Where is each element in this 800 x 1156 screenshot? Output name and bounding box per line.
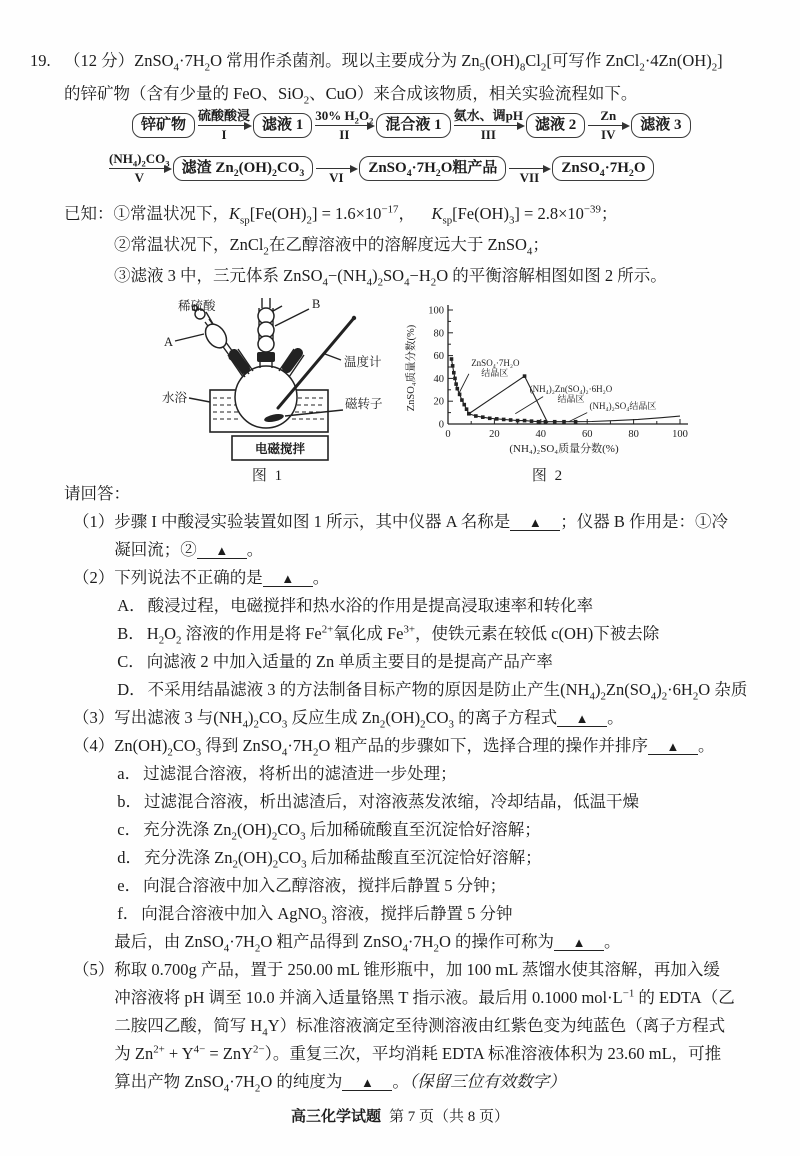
flow-arrow-step6: VI — [313, 151, 359, 186]
q4-item-b: b． 过滤混合溶液，析出滤渣后，对溶液蒸发浓缩，冷却结晶，低温干燥 — [117, 792, 639, 811]
known-info — [64, 198, 780, 291]
footer-exam-title: 高三化学试题 — [290, 1109, 381, 1125]
flow-arrow-step2: 30% $H_2O_2$ II — [315, 108, 374, 142]
svg-text:20: 20 — [433, 396, 444, 408]
footer-page-number: 第 7 页（共 8 页） — [389, 1109, 510, 1125]
q5-line-2: 冲溶液将 pH 调至 10.0 并滴入适量铬黑 T 指示液。最后用 0.1000 $mol\cdot L^{-1}$ 的 EDTA（乙 — [114, 987, 735, 1007]
leader-line — [275, 309, 309, 326]
arrow-line — [109, 168, 170, 169]
q4-final-line: 最后，由 $ZnSO_4\cdot 7H_2O$ 粗产品得到 $ZnSO_4\cdot 7H_2O$ 的操作可称为 ▲ 。 — [114, 932, 621, 955]
sub-question-1 — [73, 508, 784, 564]
ground-joint-center — [257, 352, 275, 362]
intro-line-2: 的锌矿物（含有少量的 FeO、SiO$_2$、CuO）来合成该物质，相关实验流程如下。 — [64, 84, 638, 107]
sub-question-5 — [73, 956, 784, 1096]
flow-box-zinc-ore: 锌矿物 — [132, 113, 195, 137]
q4-item-e: e． 向混合溶液中加入乙醇溶液，搅拌后静置 5 分钟； — [117, 876, 507, 895]
svg-text:80: 80 — [628, 429, 639, 440]
apparatus-a-label: A — [164, 335, 174, 349]
known-line-2: ②常温状况下，ZnCl$_2$在乙醇溶液中的溶解度远大于 ZnSO$_4$； — [114, 235, 549, 258]
figures-row — [148, 294, 694, 485]
figure-1-caption: 图 1 — [251, 468, 285, 484]
q5-line-3: 二胺四乙酸，简写 $H_4Y$）标准溶液滴定至待测溶液由红紫色变为纯蓝色（离子方程式 — [114, 1016, 726, 1039]
svg-text:(NH₄)₂SO₄结晶区: (NH₄)₂SO₄结晶区 — [589, 401, 657, 412]
arrow-line — [588, 125, 628, 126]
q3-text: 写出滤液 3 与$(NH_4)_2CO_3$ 反应生成 $Zn_2(OH)_2CO_3$ 的离子方程式 ▲ 。 — [114, 708, 624, 731]
leader-line — [325, 354, 341, 360]
sub-question-4-label: （4） — [73, 736, 115, 755]
flow-arrow-step4: Zn IV — [585, 108, 631, 143]
dilute-acid-label: 稀硫酸 — [178, 299, 216, 313]
svg-text:40: 40 — [433, 373, 444, 385]
flow-box-filtrate-2: 滤液 2 — [526, 113, 585, 137]
q2-option-c: C． 向滤液 2 中加入适量的 Zn 单质主要目的是提高产品产率 — [117, 652, 553, 671]
svg-text:80: 80 — [433, 328, 444, 340]
q2-option-b: B． $H_2O_2$ 溶液的作用是将 $Fe^{2+}$氧化成 $Fe^{3+}$，使铁元素在较低 c(OH)下被去除 — [117, 623, 660, 647]
process-flowchart — [0, 108, 800, 186]
water-bath-label: 水浴 — [162, 391, 188, 405]
flow-box-final-product: $ZnSO_4\cdot 7H_2O$ — [552, 156, 654, 180]
svg-text:ZnSO₄质量分数(%): ZnSO₄质量分数(%) — [406, 324, 417, 412]
q4-item-d: d． 充分洗涤 $Zn_2(OH)_2CO_3$ 后加稀盐酸直至沉淀恰好溶解； — [117, 848, 542, 871]
flow-box-mixture-1: 混合液 1 — [376, 113, 450, 137]
leader-line — [206, 312, 213, 324]
svg-text:结晶区: 结晶区 — [557, 394, 585, 405]
question-number: 19. — [30, 51, 51, 70]
sub-question-4 — [73, 732, 784, 956]
sub-question-2 — [73, 564, 784, 704]
flowchart-row-1 — [132, 108, 800, 143]
flow-box-crude-product: $ZnSO_4\cdot 7H_2O$粗产品 — [359, 156, 506, 180]
svg-text:0: 0 — [445, 429, 451, 440]
stir-bar-label: 磁转子 — [345, 397, 383, 411]
known-line-3: ③滤液 3 中，三元体系 $ZnSO_4-(NH_4)_2SO_4-H_2O$ 的平衡溶解相图如图 2 所示。 — [114, 266, 667, 289]
sub-question-2-label: （2） — [73, 568, 115, 587]
thermometer-top — [352, 316, 356, 320]
flow-box-filtrate-3: 滤液 3 — [631, 113, 690, 137]
page-footer — [0, 1105, 800, 1126]
svg-text:60: 60 — [581, 429, 593, 440]
q2-head: 下列说法不正确的是 ▲ 。 — [114, 568, 330, 587]
q5-line-1: 称取 0.700g 产品，置于 250.00 mL 锥形瓶中，加 100 mL 蒸馏水使其溶解，再加入缓 — [114, 960, 720, 979]
questions-block — [64, 480, 784, 1096]
flow-arrow-step3: 氨水、调pH III — [453, 108, 523, 142]
flow-arrow-step5: $(NH_4)_2CO_3$ V — [109, 151, 170, 185]
sub-question-1-label: （1） — [73, 512, 115, 531]
figure-1-apparatus — [148, 294, 388, 485]
flow-box-filtrate-1: 滤液 1 — [253, 113, 312, 137]
thermometer-label: 温度计 — [344, 355, 382, 369]
arrow-line — [315, 125, 373, 126]
svg-text:60: 60 — [433, 351, 444, 363]
q1-line-1: 步骤 I 中酸浸实验装置如图 1 所示，其中仪器 A 名称是 ▲ ；仪器 B 作用是：①冷 — [114, 512, 729, 531]
q2-option-d: D． 不采用结晶滤液 3 的方法制备目标产物的原因是防止产生$(NH_4)_2Zn(SO_4)_2\cdot 6H_2O$ 杂质 — [117, 680, 748, 703]
svg-text:20: 20 — [489, 429, 500, 440]
q4-item-f: f． 向混合溶液中加入 AgNO$_3$ 溶液，搅拌后静置 5 分钟 — [117, 904, 513, 927]
svg-text:结晶区: 结晶区 — [481, 367, 509, 378]
intro-line-1: （12 分）$ZnSO_4\cdot 7H_2O$ 常用作杀菌剂。现以主要成分为 $Zn_5(OH)_8Cl_2$[可写作 $ZnCl_2\cdot 4Zn(OH)_2$] — [64, 51, 723, 74]
figure-2-caption: 图 2 — [531, 468, 565, 484]
leader-line — [175, 334, 204, 341]
sub-question-3-label: （3） — [73, 708, 115, 727]
known-line-1: 已知：①常温状况下，$K_{sp}[Fe(OH)_2] = 1.6\times 10^{-17}$， $K_{sp}[Fe(OH)_3] = 2.8\times 10^{-39}$； — [64, 203, 618, 227]
q4-item-c: c． 充分洗涤 $Zn_2(OH)_2CO_3$ 后加稀硫酸直至沉淀恰好溶解； — [117, 820, 541, 843]
svg-text:0: 0 — [438, 419, 444, 431]
arrow-line — [454, 125, 523, 126]
question-intro — [64, 44, 723, 110]
figure-2-phase-diagram — [402, 302, 694, 485]
svg-text:(NH₄)₂Zn(SO₄)₂·6H₂O: (NH₄)₂Zn(SO₄)₂·6H₂O — [529, 384, 613, 395]
q5-line-4: 为 $Zn^{2+} + Y^{4-} = ZnY^{2-}$）。重复三次，平均消耗 EDTA 标准溶液体积为 23.60 mL，可推 — [114, 1043, 722, 1063]
q4-head: $Zn(OH)_2CO_3$ 得到 $ZnSO_4\cdot 7H_2O$ 粗产品的步骤如下，选择合理的操作并排序 ▲ 。 — [114, 736, 715, 759]
stirrer-label: 电磁搅拌 — [254, 442, 306, 456]
arrow-line — [198, 125, 250, 126]
svg-text:ZnSO₄·7H₂O: ZnSO₄·7H₂O — [471, 357, 520, 368]
flowchart-row-2 — [106, 151, 800, 186]
svg-text:100: 100 — [428, 305, 444, 317]
flow-arrow-step1: 硫酸酸浸 I — [198, 108, 251, 142]
apparatus-b-label: B — [312, 297, 321, 311]
phase-diagram-chart — [402, 302, 694, 462]
svg-text:100: 100 — [672, 429, 688, 440]
q4-item-a: a． 过滤混合溶液，将析出的滤渣进一步处理； — [117, 764, 457, 783]
q5-line-5: 算出产物 $ZnSO_4\cdot 7H_2O$ 的纯度为 ▲ 。（保留三位有效数字） — [114, 1072, 566, 1095]
q2-option-a: A． 酸浸过程，电磁搅拌和热水浴的作用是提高浸取速率和转化率 — [117, 596, 594, 615]
sub-question-5-label: （5） — [73, 960, 115, 979]
leader-line — [189, 398, 210, 402]
question-19-header — [30, 44, 782, 110]
svg-text:(NH₄)₂SO₄质量分数(%): (NH₄)₂SO₄质量分数(%) — [509, 443, 619, 455]
flow-box-residue: 滤渣 $Zn_2(OH)_2CO_3$ — [173, 156, 314, 180]
sub-question-3 — [73, 704, 784, 732]
arrow-line — [509, 168, 549, 169]
flow-arrow-step7: VII — [506, 151, 552, 186]
svg-text:40: 40 — [535, 429, 547, 440]
apparatus-diagram — [148, 294, 388, 462]
arrow-line — [316, 168, 356, 169]
answer-prompt: 请回答： — [64, 484, 130, 503]
q1-line-2: 凝回流；② ▲ 。 — [114, 540, 264, 559]
